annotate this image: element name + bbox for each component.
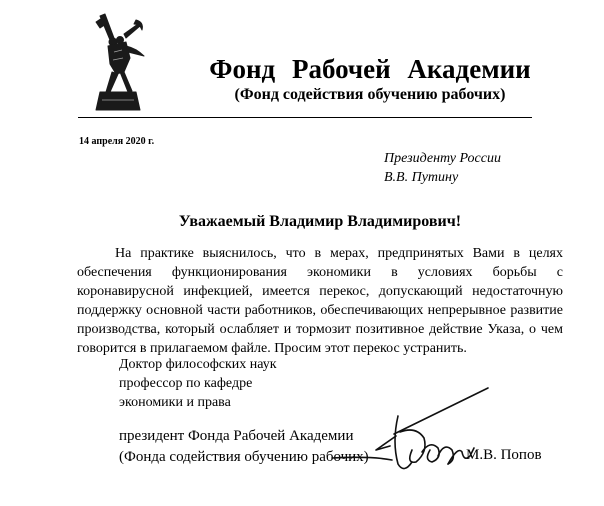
handwritten-signature: [312, 382, 492, 492]
credentials-block: [119, 355, 277, 412]
credential-line: профессор по кафедре: [119, 376, 253, 391]
credential-line: экономики и права: [119, 395, 231, 410]
letter-date: 14 апреля 2020 г.: [79, 136, 155, 147]
signer-name: М.В. Попов: [466, 447, 542, 463]
worker-kolkhoz-woman-statue-icon: [86, 12, 148, 112]
header-divider: [78, 117, 532, 118]
position-line: (Фонда содействия обучению рабочих): [119, 449, 369, 465]
addressee-line: Президенту России: [384, 151, 501, 166]
credential-line: Доктор философских наук: [119, 357, 277, 372]
addressee-block: [384, 149, 501, 187]
organization-name: Фонд Рабочей Академии: [209, 54, 531, 84]
position-line: президент Фонда Рабочей Академии: [119, 428, 354, 444]
letter-body: На практике выяснилось, что в мерах, предпринятых Вами в целях обеспечения функционирования экономики в условиях борьбы с коронавирусной инфекцией, имеется перекос, допускающий недостаточную поддержку основной части работников, обеспечивающих непрерывное развитие производства, который ослабляет и тормозит позитивное действие Указа, о чем говорится в прилагаемом файле. Просим этот перекос устранить.: [77, 246, 563, 356]
addressee-line: В.В. Путину: [384, 170, 459, 185]
salutation: Уважаемый Владимир Владимирович!: [178, 213, 462, 230]
organization-subtitle: (Фонд содействия обучению рабочих): [234, 86, 506, 103]
